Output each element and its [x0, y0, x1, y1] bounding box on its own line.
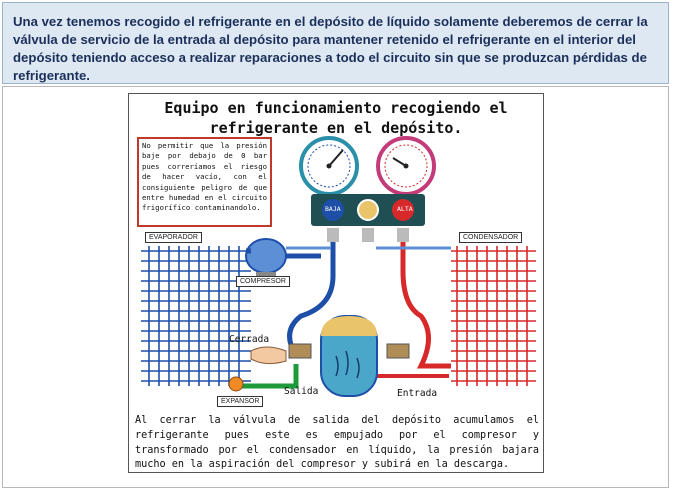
title-line-2: refrigerante en el depósito.	[209, 119, 463, 137]
inlet-label: Entrada	[397, 388, 438, 399]
compressor-label: COMPRESOR	[236, 276, 290, 287]
expander-label: EXPANSOR	[217, 396, 263, 407]
title-line-1: Equipo en funcionamiento recogiendo el	[164, 99, 508, 117]
header-text: Una vez tenemos recogido el refrigerante en el depósito de líquido solamente deberemos de cerrar la válvula de servicio de la entrada al depósito para mantener retenido el refrigerante en el interior del depósito teniendo acceso a realizar reparaciones a todo el circuito sin que se produzcan pérdidas de refrigerante.	[13, 14, 648, 83]
hand-icon	[251, 347, 286, 364]
outlet-label: Salida	[284, 386, 319, 397]
outlet-valve	[289, 344, 311, 358]
instruction-header	[2, 2, 669, 84]
high-pressure-label: ALTA	[397, 205, 413, 213]
liquid-line	[241, 364, 296, 386]
closed-valve-label: Cerrada	[229, 334, 270, 345]
diagram-title	[129, 98, 543, 138]
condenser-coil	[451, 246, 536, 386]
low-pressure-label: BAJA	[325, 205, 341, 213]
diagram-card	[128, 93, 544, 473]
evaporator-label: EVAPORADOR	[145, 232, 202, 243]
diagram-caption: Al cerrar la válvula de salida del depósito acumulamos el refrigerante pues este es empujado por el compresor y transformado por el condensador en líquido, la presión bajara mucho en la aspiración del compresor y subirá en la descarga.	[135, 415, 539, 471]
inlet-valve	[387, 344, 409, 358]
liquid-receiver-tank	[321, 316, 377, 396]
expansion-valve-icon	[229, 377, 243, 391]
high-pressure-gauge	[378, 138, 434, 194]
evaporator-coil	[141, 246, 251, 386]
low-pressure-gauge	[301, 138, 357, 194]
warning-box: No permitir que la presión baje por debajo de 0 bar pues correríamos el riesgo de hacer vacío, con el consiguiente peligro de que entre humedad en el circuito frigorífico contaminandolo.	[137, 137, 272, 227]
compressor	[246, 239, 286, 278]
manifold-block	[311, 194, 425, 242]
condenser-label: CONDENSADOR	[459, 232, 522, 243]
discharge-line	[403, 242, 451, 366]
